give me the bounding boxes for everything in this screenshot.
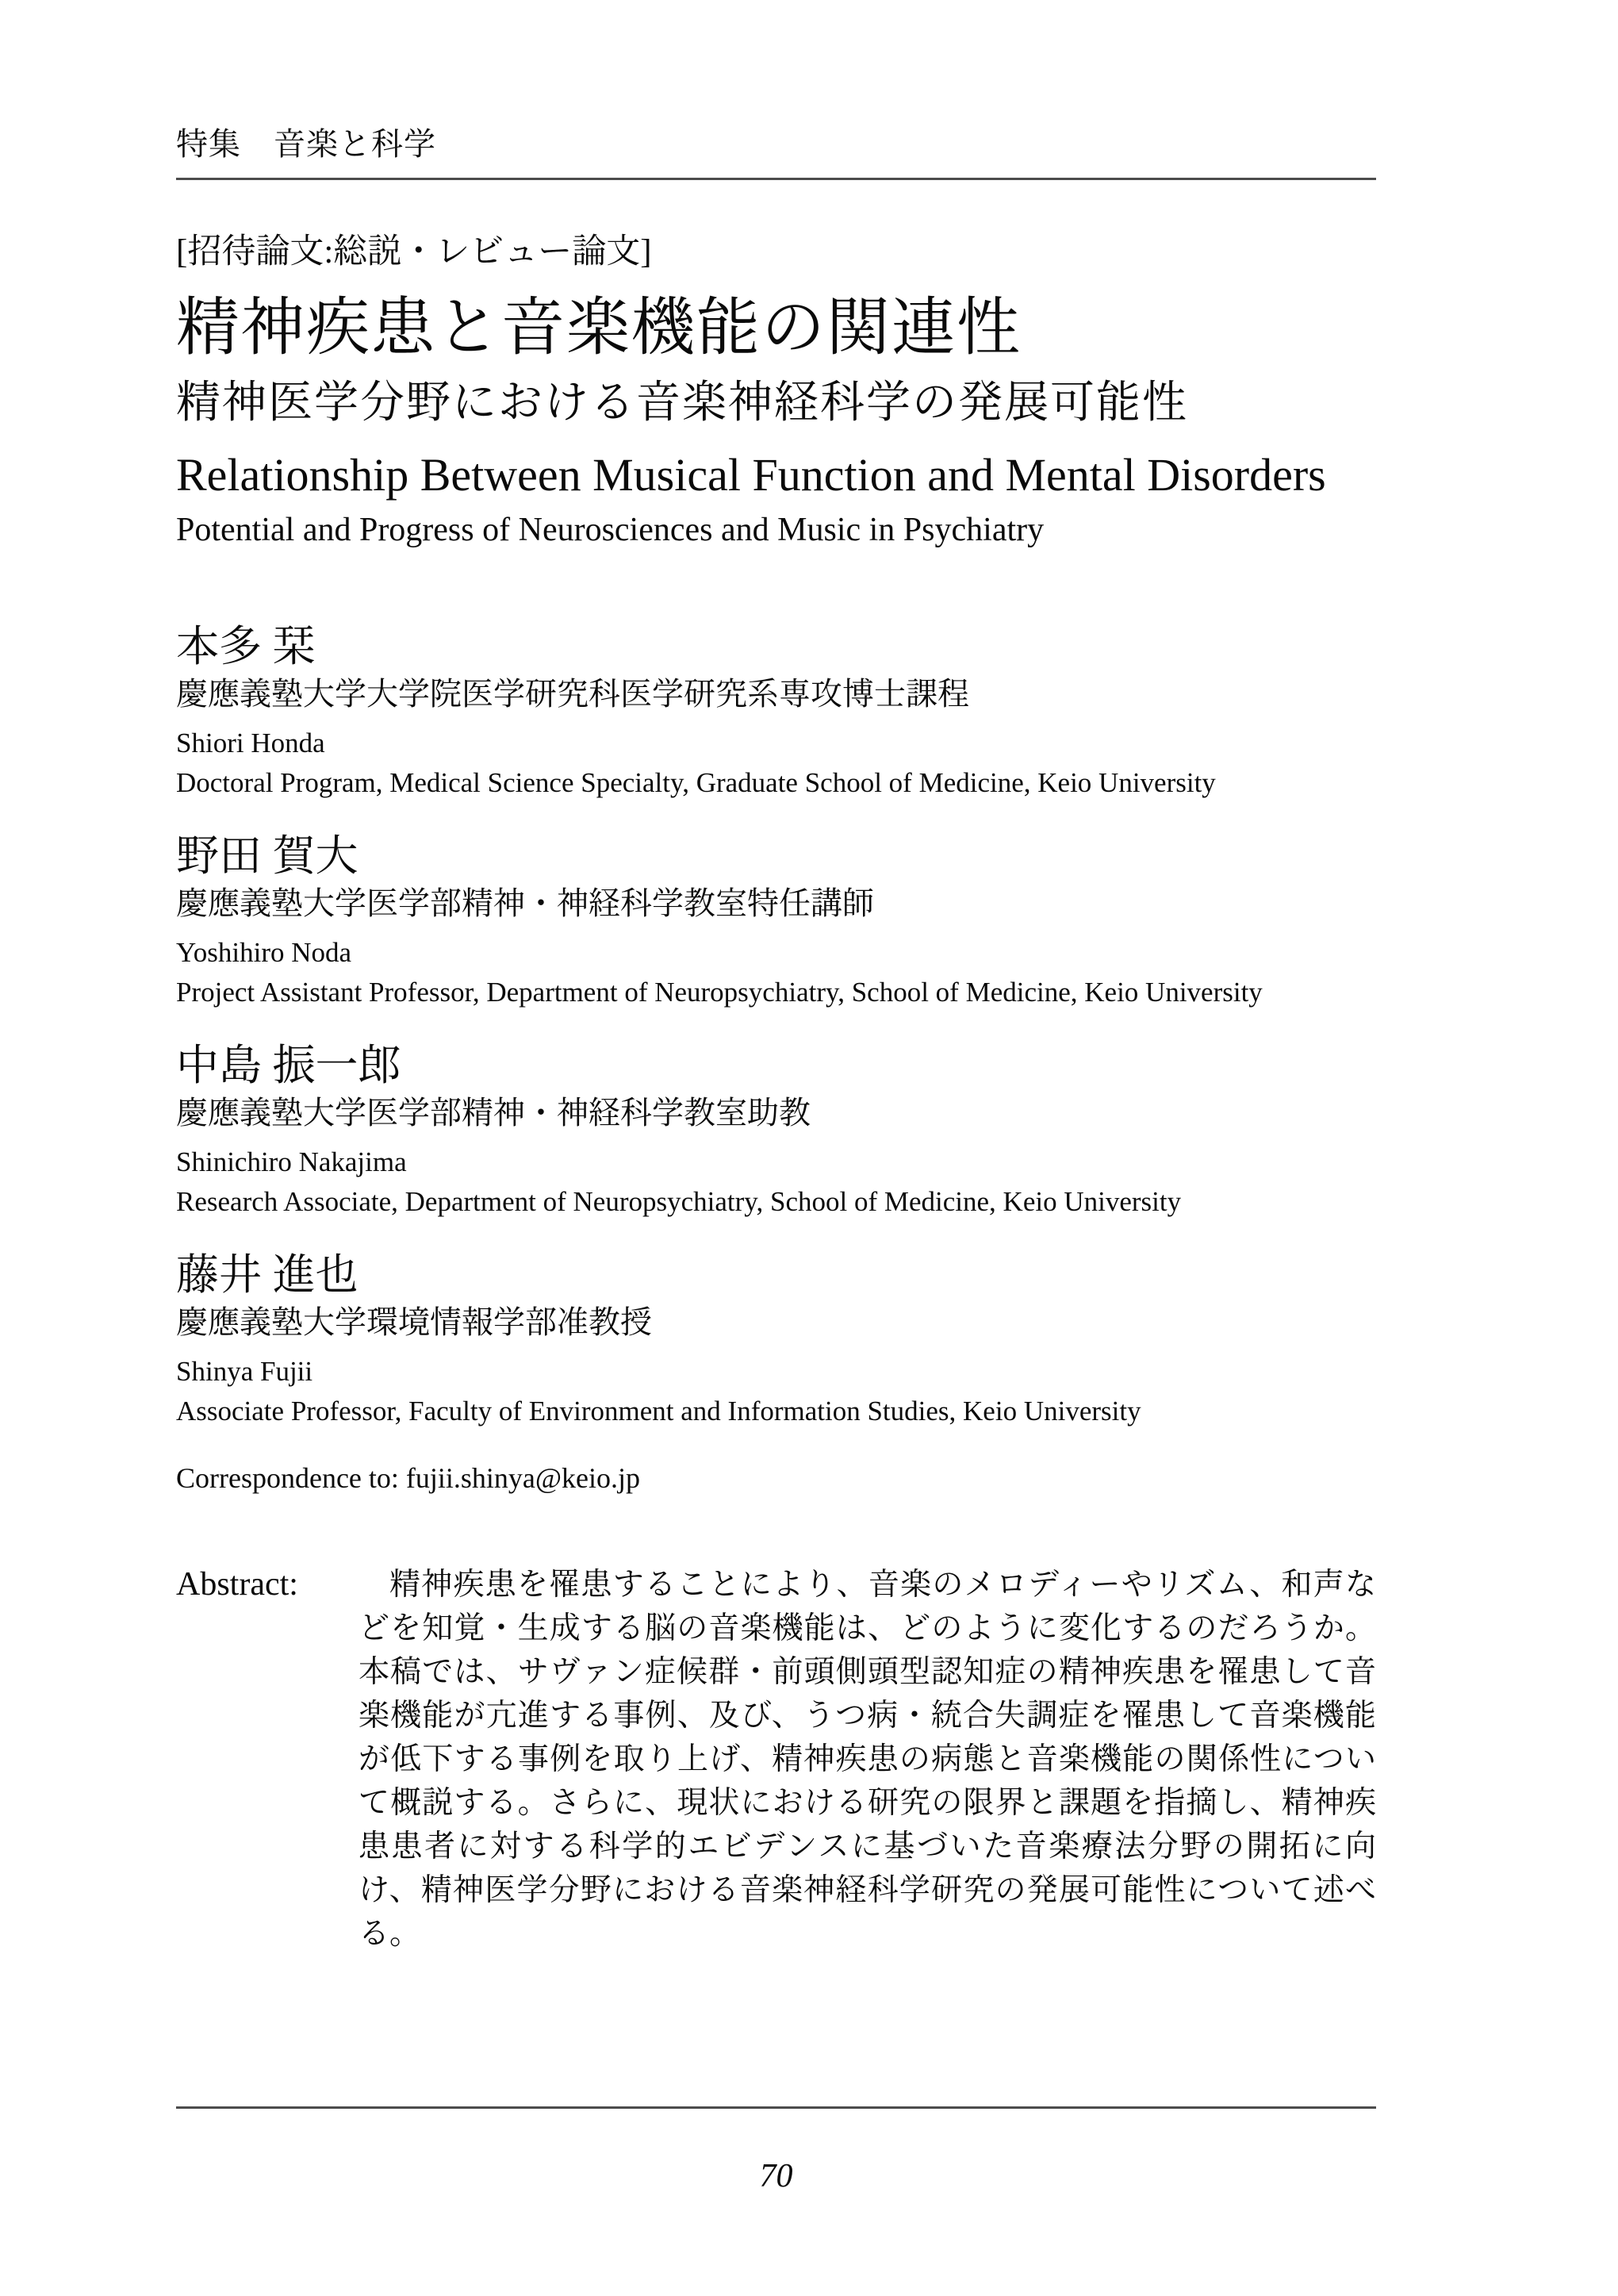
authors-section bbox=[176, 620, 1376, 1431]
author-name-japanese: 本多 栞 bbox=[176, 623, 316, 670]
author-affiliation-japanese: 慶應義塾大学環境情報学部准教授 bbox=[176, 1304, 652, 1340]
abstract-label: Abstract: bbox=[176, 1566, 298, 1603]
author-affiliation-english: Associate Professor, Faculty of Environment and Information Studies, Keio University bbox=[176, 1396, 1141, 1426]
author-affiliation-japanese: 慶應義塾大学医学部精神・神経科学教室特任講師 bbox=[176, 885, 874, 921]
author-block bbox=[176, 1249, 1376, 1431]
footer-rule bbox=[176, 2106, 1376, 2109]
header-rule bbox=[176, 178, 1376, 180]
author-name-english: Yoshihiro Noda bbox=[176, 937, 352, 968]
author-name-english: Shinya Fujii bbox=[176, 1356, 313, 1387]
author-name-japanese: 藤井 進也 bbox=[176, 1251, 358, 1299]
author-affiliation-english: Project Assistant Professor, Department of Neuropsychiatry, School of Medicine, Keio University bbox=[176, 977, 1263, 1008]
author-block bbox=[176, 620, 1376, 803]
author-name-english: Shinichiro Nakajima bbox=[176, 1146, 407, 1177]
abstract-body-japanese: 精神疾患を罹患することにより、音楽のメロディーやリズム、和声などを知覚・生成する脳の音楽機能は、どのように変化するのだろうか。本稿では、サヴァン症候群・前頭側頭型認知症の精神疾患を罹患して音楽機能が亢進する事例、及び、うつ病・統合失調症を罹患して音楽機能が低下する事例を取り上げ、精神疾患の病態と音楽機能の関係性について概説する。さらに、現状における研究の限界と課題を指摘し、精神疾患患者に対する科学的エビデンスに基づいた音楽療法分野の開拓に向け、精神医学分野における音楽神経科学研究の発展可能性について述べる。 bbox=[358, 1568, 1376, 1951]
author-name-japanese: 中島 振一郎 bbox=[176, 1042, 401, 1089]
article-title-japanese: 精神疾患と音楽機能の関連性 bbox=[176, 292, 1022, 363]
author-block bbox=[176, 1039, 1376, 1222]
author-affiliation-english: Doctoral Program, Medical Science Specialty, Graduate School of Medicine, Keio University bbox=[176, 767, 1216, 798]
author-name-english: Shiori Honda bbox=[176, 728, 325, 758]
page-content bbox=[176, 0, 1376, 1956]
article-subtitle-japanese: 精神医学分野における音楽神経科学の発展可能性 bbox=[176, 377, 1188, 427]
article-subtitle-english: Potential and Progress of Neurosciences and Music in Psychiatry bbox=[176, 512, 1045, 548]
article-type-label: [招待論文:総説・レビュー論文] bbox=[176, 233, 652, 271]
author-name-japanese: 野田 賀大 bbox=[176, 832, 358, 880]
abstract-section bbox=[176, 1563, 1376, 1956]
author-block bbox=[176, 830, 1376, 1012]
article-title-english: Relationship Between Musical Function and Mental Disorders bbox=[176, 449, 1326, 501]
author-affiliation-japanese: 慶應義塾大学大学院医学研究科医学研究系専攻博士課程 bbox=[176, 676, 969, 712]
series-header: 特集 音楽と科学 bbox=[176, 126, 436, 162]
author-affiliation-english: Research Associate, Department of Neuropsychiatry, School of Medicine, Keio University bbox=[176, 1186, 1182, 1217]
correspondence-line: Correspondence to: fujii.shinya@keio.jp bbox=[176, 1462, 641, 1494]
author-affiliation-japanese: 慶應義塾大学医学部精神・神経科学教室助教 bbox=[176, 1095, 811, 1131]
page-number: 70 bbox=[759, 2158, 793, 2194]
